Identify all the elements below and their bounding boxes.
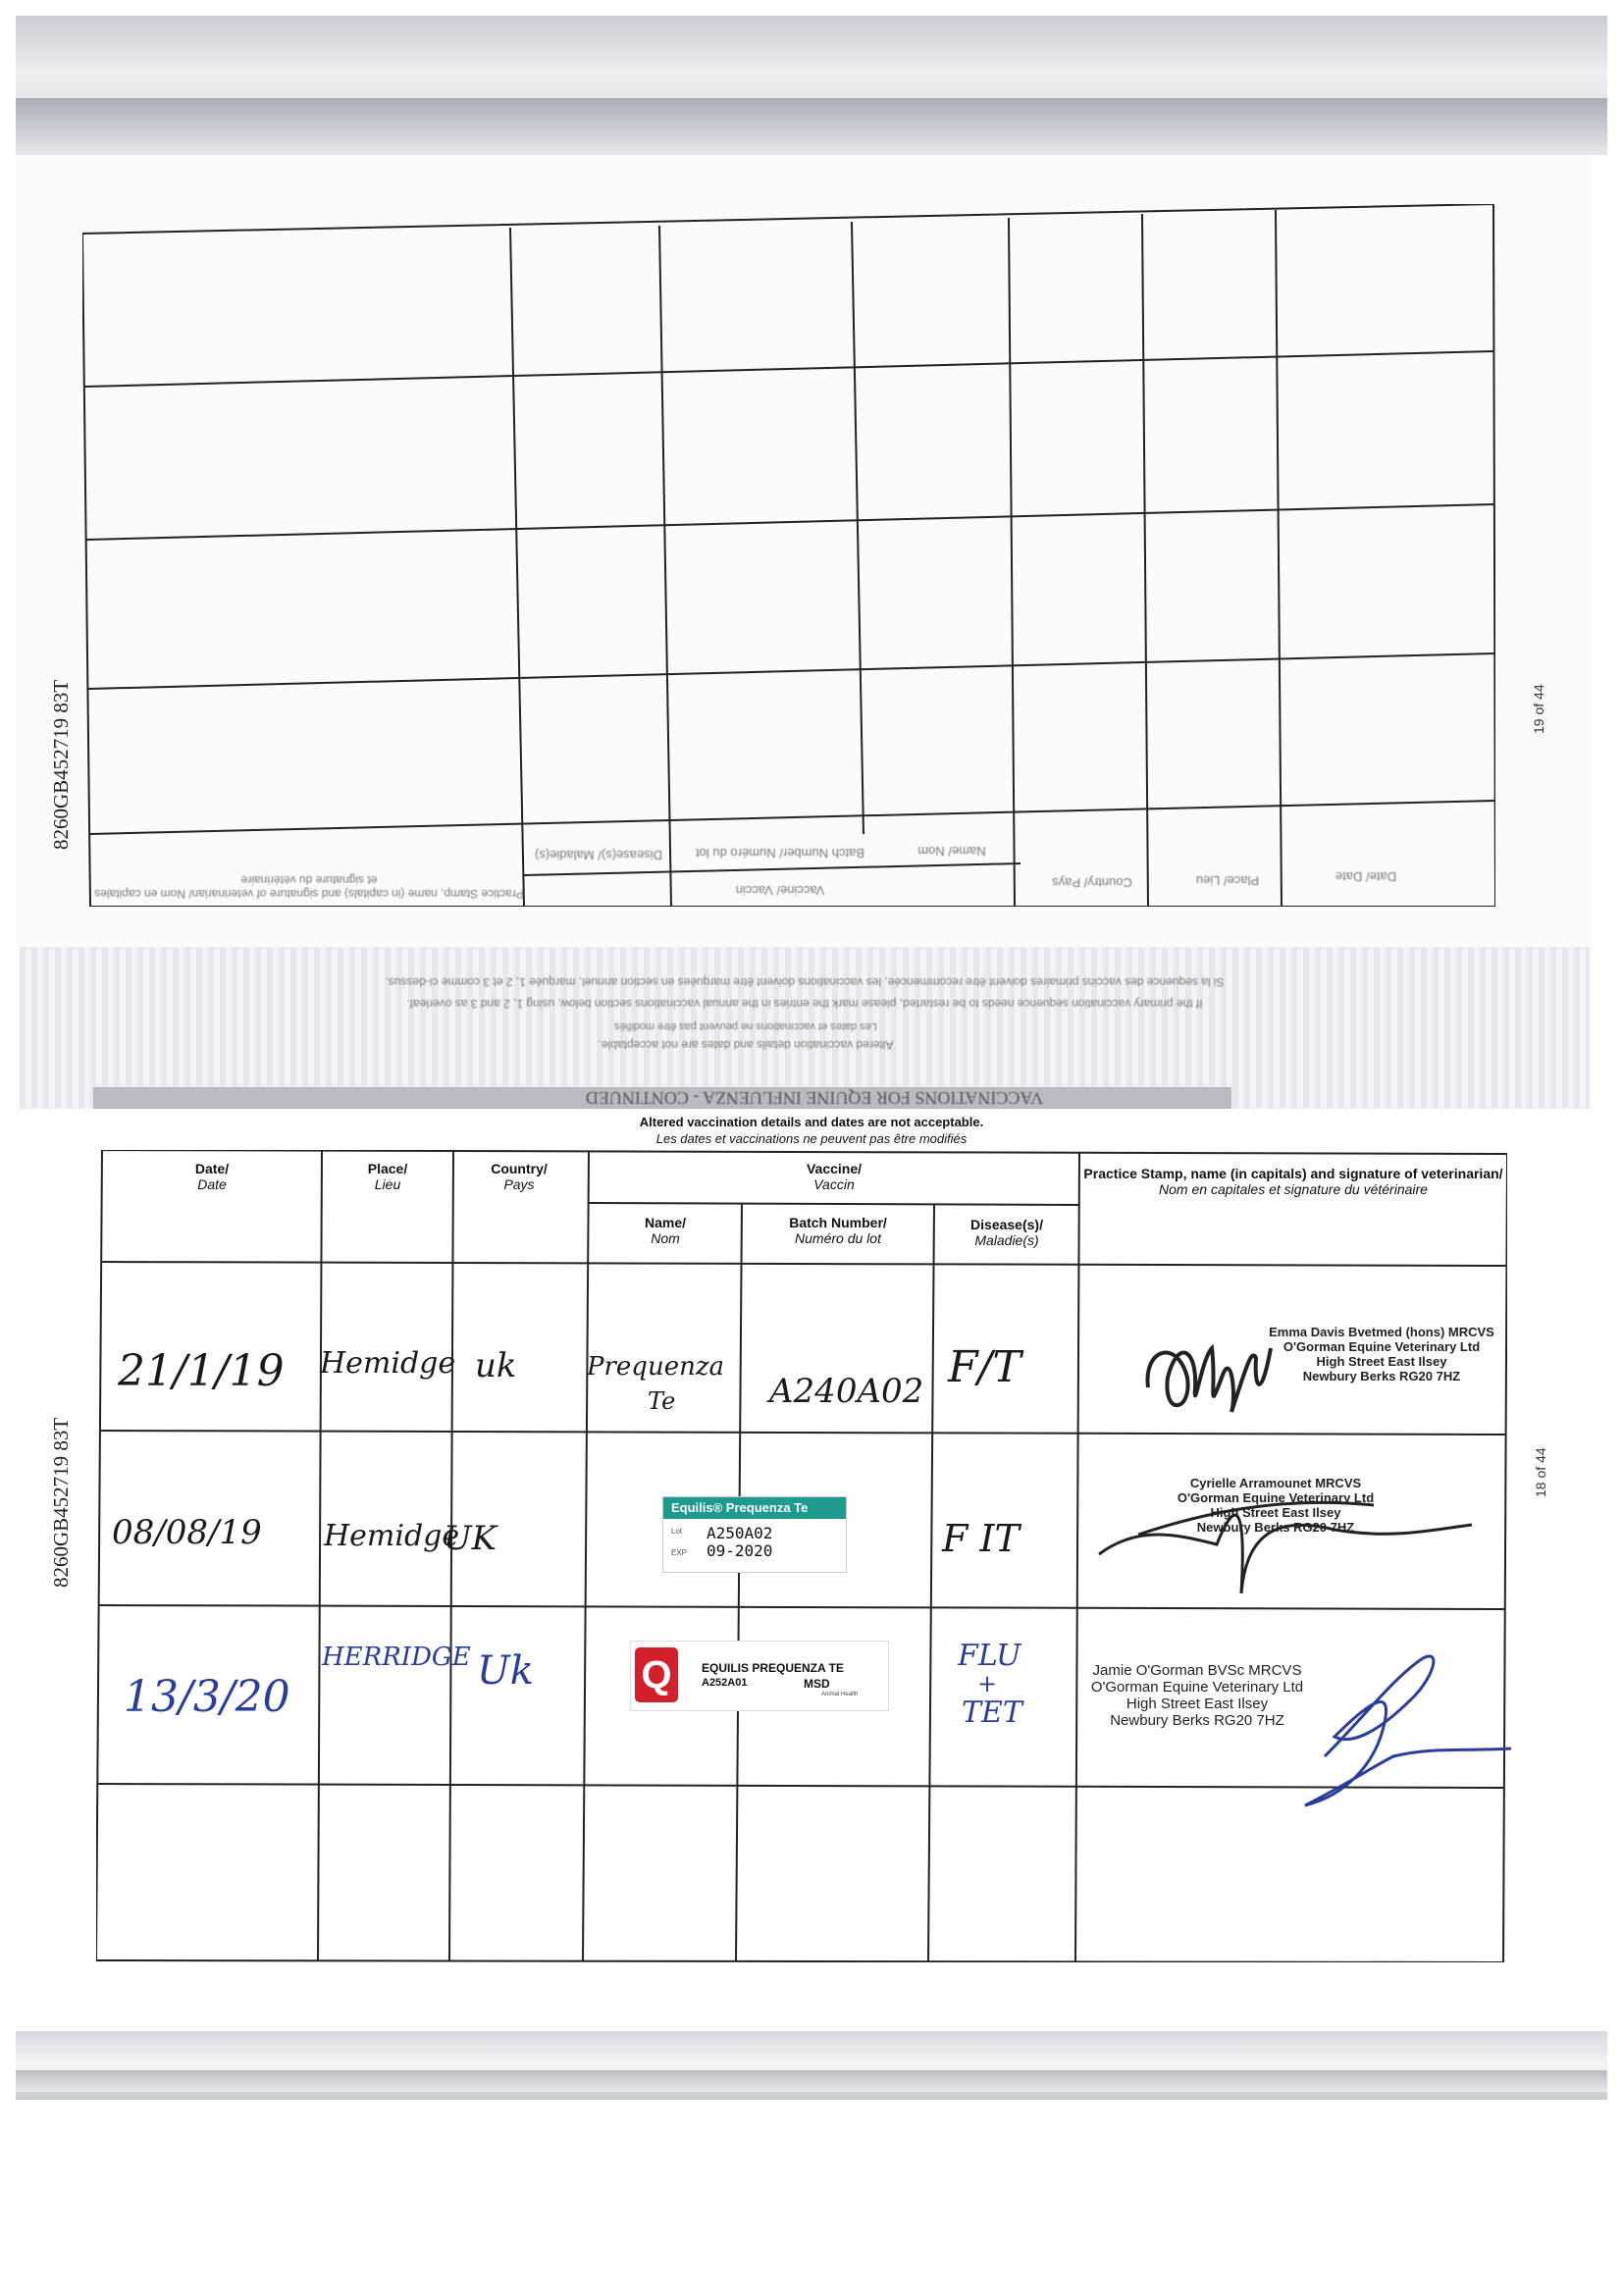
header-practice-stamp: Practice Stamp, name (in capitals) and signature of veterinarian/ Nom en capitales et signature du vétérinaire	[1083, 1166, 1503, 1197]
upper-rule-en: If the primary vaccination sequence needs to be restarted, please mark the entries in the annual vaccinations section below, using 1, 2 and 3 as overleaf.	[406, 997, 1203, 1011]
row3-date: 13/3/20	[124, 1672, 290, 1722]
row3-label-name: EQUILIS PREQUENZA TE	[702, 1661, 844, 1675]
row2-disease: F IT	[942, 1517, 1020, 1560]
row1-place: Hemidge	[320, 1346, 456, 1381]
upper-col-place: Place/ Lieu	[1195, 873, 1260, 888]
row3-vaccine-label	[630, 1641, 889, 1711]
row3-disease-line1: FLU	[958, 1639, 1021, 1673]
header-place: Place/ Lieu	[367, 1161, 408, 1192]
row2-label-lot-tag: Lot	[671, 1527, 683, 1536]
row2-place: Hemidge	[324, 1519, 460, 1553]
row1-vaccine-name-line2: Te	[648, 1387, 676, 1415]
header-disease: Disease(s)/ Maladie(s)	[970, 1217, 1043, 1248]
row3-stamp: Jamie O'Gorman BVSc MRCVS O'Gorman Equine Veterinary Ltd High Street East Ilsey Newbury Berks RG20 7HZ	[1090, 1662, 1304, 1729]
upper-col-batch: Batch Number/ Numéro du lot	[696, 846, 864, 861]
row3-disease-line2: +	[977, 1670, 998, 1697]
row3-label-q: Q	[635, 1647, 678, 1702]
upper-col-vaccine: Vaccine/ Vaccin	[735, 883, 825, 898]
row1-vaccine-name-line1: Prequenza	[587, 1352, 725, 1382]
id-code-upper: 8260GB452719 83T	[49, 679, 73, 850]
row2-label-batch: A250A02	[707, 1524, 773, 1542]
upper-col-country: Country/ Pays	[1052, 875, 1132, 890]
upper-col-name: Name/ Nom	[917, 844, 986, 859]
header-batch: Batch Number/ Numéro du lot	[789, 1215, 887, 1246]
id-code-lower: 8260GB452719 83T	[49, 1417, 73, 1588]
upper-note-en: Altered vaccination details and dates are not acceptable.	[598, 1038, 894, 1052]
upper-note-fr: Les dates et vaccinations ne peuvent pas être modifiés	[614, 1020, 877, 1032]
header-name: Name/ Nom	[644, 1215, 687, 1246]
row2-vaccine-label	[662, 1496, 847, 1573]
upper-heading: VACCINATIONS FOR EQUINE INFLUENZA - CONTINUED	[585, 1088, 1044, 1108]
header-country: Country/ Pays	[491, 1161, 548, 1192]
row3-signature	[1266, 1639, 1521, 1825]
page-number-upper: 19 of 44	[1531, 684, 1546, 734]
row1-disease: F/T	[948, 1342, 1021, 1392]
header-date: Date/ Date	[194, 1161, 230, 1192]
row2-stamp: Cyrielle Arramounet MRCVS O'Gorman Equine Veterinary Ltd High Street East Ilsey Newbury Berks RG20 7HZ	[1177, 1476, 1375, 1535]
row3-label-msd: MSD	[804, 1677, 830, 1691]
row1-batch: A240A02	[769, 1372, 924, 1411]
upper-rule-fr: Si la sequence des vaccins primaires doivent être recommencée, les vaccinations doivent être marquées en section annuel, marquée 1, 2 et 3 comme ci-dessus.	[385, 975, 1225, 989]
upper-col-disease: Disease(s)/ Maladie(s)	[534, 848, 663, 862]
upper-table-grid	[82, 204, 1495, 907]
row2-label-brand: Equilis® Prequenza Te	[663, 1497, 846, 1519]
row2-label-exp: 09-2020	[707, 1541, 773, 1560]
row1-stamp: Emma Davis Bvetmed (hons) MRCVS O'Gorman Equine Veterinary Ltd High Street East Ilsey Newbury Berks RG20 7HZ	[1269, 1325, 1494, 1383]
row2-country: UK	[444, 1519, 497, 1558]
note-altered-fr: Les dates et vaccinations ne peuvent pas être modifiés	[655, 1131, 968, 1146]
row2-date: 08/08/19	[112, 1513, 262, 1552]
row3-place: HERRIDGE	[322, 1643, 471, 1672]
upper-col-stamp: Practice Stamp, name (in capitals) and signature of veterinarian/ Nom en capitales et signature du vétérinaire	[94, 873, 524, 901]
row1-country: uk	[475, 1346, 517, 1385]
scanner-edge-bottom-shadow	[16, 2070, 1607, 2092]
header-vaccine: Vaccine/ Vaccin	[806, 1161, 863, 1192]
row1-date: 21/1/19	[118, 1346, 285, 1396]
row3-label-animal-health: Animal Health	[821, 1692, 859, 1697]
row3-country: Uk	[477, 1648, 534, 1694]
upper-col-date: Date/ Date	[1335, 869, 1397, 884]
note-altered-en: Altered vaccination details and dates are not acceptable.	[639, 1115, 984, 1129]
row3-disease-line3: TET	[962, 1696, 1022, 1730]
row2-label-exp-tag: EXP	[671, 1548, 688, 1557]
scanner-edge-top-shadow	[16, 98, 1607, 155]
row3-label-batch: A252A01	[702, 1677, 748, 1689]
page-number-lower: 18 of 44	[1533, 1447, 1548, 1497]
